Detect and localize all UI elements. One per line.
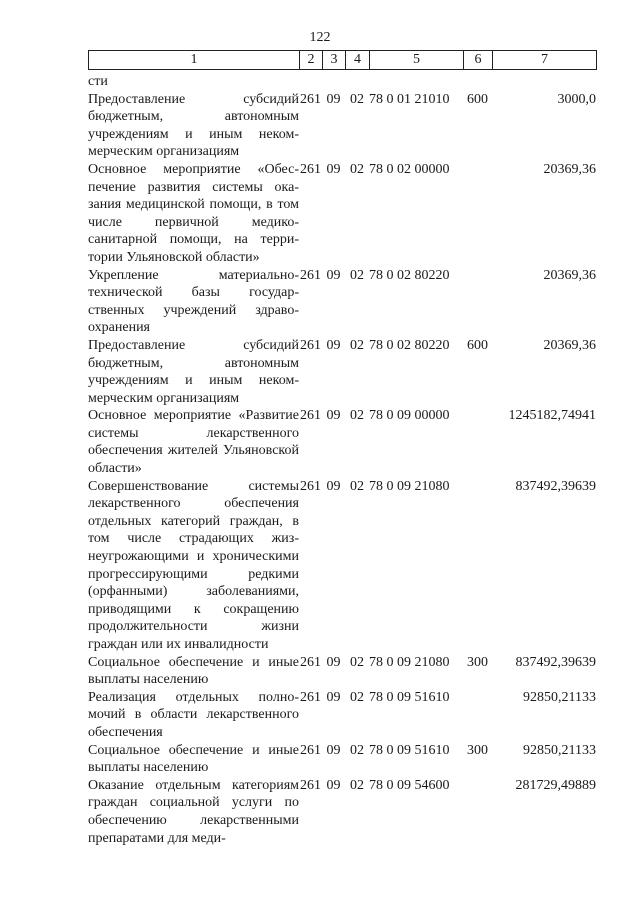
target-article-code: 78 0 02 80220 [369,337,450,353]
table-row [88,337,596,407]
section-code: 261 [300,654,321,670]
column-header-2: 2 [300,51,323,70]
chapter-code: 09 [326,742,341,758]
column-header-7: 7 [493,51,597,70]
expense-type-code: 300 [467,654,488,670]
amount: 20369,36 [543,337,596,353]
table-row [88,654,596,689]
expense-type-code [463,267,492,337]
subsection-code: 02 [350,478,364,494]
chapter-code: 09 [326,161,341,177]
column-header-1: 1 [89,51,300,70]
section-code: 261 [300,161,321,177]
amount: 837492,39639 [515,478,596,494]
table-row [88,91,596,161]
table-row [88,407,596,477]
expense-type-code: 600 [467,91,488,107]
item-name: Совершенствование системы лекарственного обеспечения отдельных категорий граждан, в том числе страдающих жизнеугрожающими и хроническими прогрессирующими редкими (орфанными) заболеваниями, приводящими к сокращению продолжительности жизни граждан или их инвалидности [88,478,299,652]
amount: 92850,21133 [523,742,596,758]
item-name: Социальное обеспечение и иные выплаты населению [88,654,299,688]
expense-type-code [463,689,492,742]
amount: 837492,39639 [515,654,596,670]
amount: 20369,36 [543,267,596,283]
item-name: Укрепление материально-технической базы государственных учреждений здравоохранения [88,267,299,336]
item-name: Предоставление субсидий бюджетным, автономным учреждениям и иным некоммерческим организациям [88,91,299,160]
target-article-code: 78 0 02 80220 [369,267,450,283]
subsection-code: 02 [350,91,364,107]
subsection-code: 02 [350,654,364,670]
subsection-code: 02 [350,161,364,177]
column-header-3: 3 [323,51,346,70]
item-name: Оказание отдельным категориям граждан социальной услуги по обеспечению лекарственными препаратами для меди- [88,777,299,846]
table-row [88,161,596,267]
column-header-table [88,50,597,70]
expense-type-code: 600 [467,337,488,353]
subsection-code: 02 [350,267,364,283]
column-header-6: 6 [464,51,493,70]
expense-type-code [463,407,492,477]
table-row [88,478,596,654]
amount: 20369,36 [543,161,596,177]
expense-type-code [463,73,492,91]
section-code: 261 [300,91,321,107]
chapter-code [322,73,345,91]
chapter-code: 09 [326,654,341,670]
section-code [299,73,322,91]
budget-table [88,73,596,847]
target-article-code: 78 0 09 51610 [369,742,450,758]
amount: 3000,0 [557,91,596,107]
chapter-code: 09 [326,91,341,107]
section-code: 261 [300,478,321,494]
chapter-code: 09 [326,689,341,705]
column-header-4: 4 [346,51,370,70]
target-article-code: 78 0 02 00000 [369,161,450,177]
item-name: Основное мероприятие «Обеспечение развития системы оказания медицинской помощи, в том числе первичной медико-санитарной помощи, на территории Ульяновской области» [88,161,299,265]
item-name: Социальное обеспечение и иные выплаты населению [88,742,299,776]
target-article-code: 78 0 09 51610 [369,689,450,705]
table-row [88,742,596,777]
target-article-code: 78 0 01 21010 [369,91,450,107]
section-code: 261 [300,337,321,353]
section-code: 261 [300,777,321,793]
expense-type-code [463,777,492,847]
subsection-code: 02 [350,777,364,793]
subsection-code: 02 [350,408,364,424]
amount [492,73,596,91]
target-article-code [369,73,463,91]
chapter-code: 09 [326,337,341,353]
item-name: Предоставление субсидий бюджетным, автономным учреждениям и иным некоммерческим организациям [88,337,299,406]
table-row [88,689,596,742]
amount: 281729,49889 [515,777,596,793]
amount: 1245182,74941 [508,408,596,424]
subsection-code: 02 [350,337,364,353]
chapter-code: 09 [326,408,341,424]
chapter-code: 09 [326,478,341,494]
column-header-5: 5 [370,51,464,70]
table-row [88,777,596,847]
table-row [88,73,596,91]
chapter-code: 09 [326,267,341,283]
target-article-code: 78 0 09 54600 [369,777,450,793]
expense-type-code: 300 [467,742,488,758]
subsection-code: 02 [350,689,364,705]
subsection-code: 02 [350,742,364,758]
item-name: сти [88,74,108,89]
item-name: Реализация отдельных полномочий в области лекарственного обеспечения [88,689,299,740]
section-code: 261 [300,689,321,705]
section-code: 261 [300,408,321,424]
expense-type-code [463,478,492,654]
target-article-code: 78 0 09 21080 [369,654,450,670]
target-article-code: 78 0 09 21080 [369,478,450,494]
section-code: 261 [300,742,321,758]
target-article-code: 78 0 09 00000 [369,408,450,424]
page-number: 122 [309,30,331,45]
expense-type-code [463,161,492,267]
table-row [88,267,596,337]
section-code: 261 [300,267,321,283]
column-header-row [89,51,597,70]
subsection-code [345,73,369,91]
chapter-code: 09 [326,777,341,793]
item-name: Основное мероприятие «Развитие системы лекарственного обеспечения жителей Ульяновской области» [88,408,299,477]
amount: 92850,21133 [523,689,596,705]
